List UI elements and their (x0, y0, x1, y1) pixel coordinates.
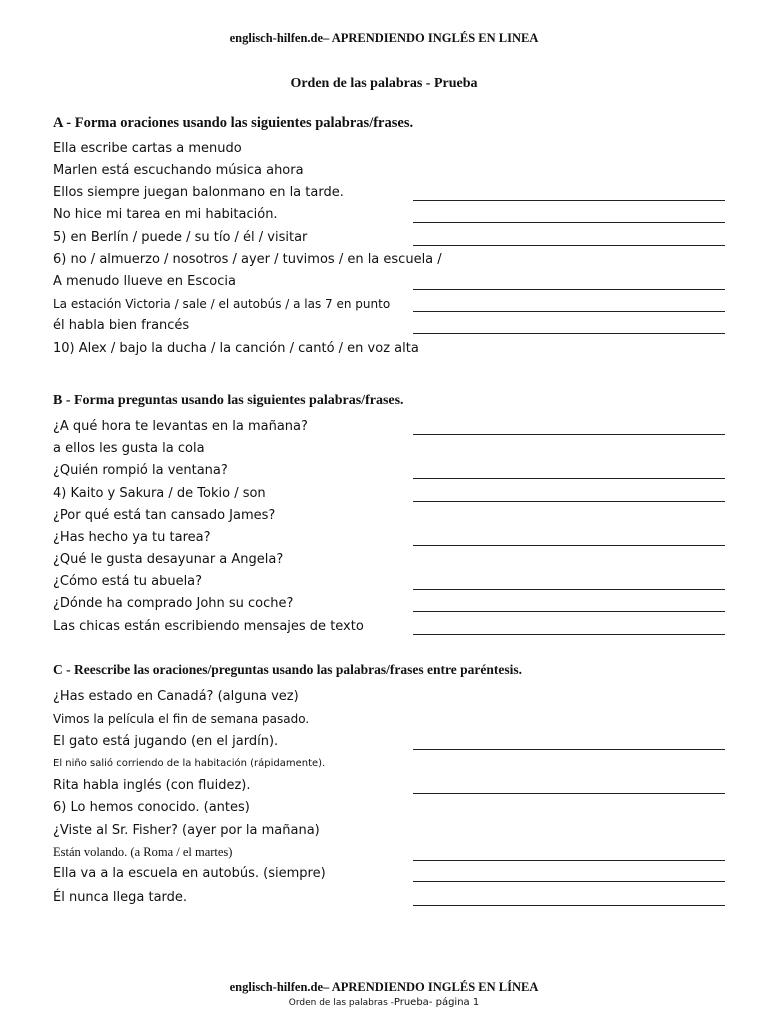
footer-doc-type: Prueba (393, 997, 429, 1008)
exercise-row (53, 751, 725, 771)
exercise-row (53, 549, 725, 569)
section-a-heading: A - Forma oraciones usando las siguientes palabras/frases. (53, 115, 414, 131)
exercise-prompt: 10) Alex / bajo la ducha / la canción / cantó / en voz alta (53, 341, 419, 356)
page-header: englisch-hilfen.de– APRENDIENDO INGLÉS EN LINEA (229, 31, 539, 45)
exercise-prompt: ¿Has estado en Canadá? (alguna vez) (53, 689, 299, 704)
exercise-row (53, 271, 725, 291)
answer-line[interactable] (413, 289, 725, 290)
exercise-row (53, 249, 725, 269)
exercise-prompt: 6) no / almuerzo / nosotros / ayer / tuvimos / en la escuela / (53, 252, 442, 267)
exercise-row (53, 842, 725, 862)
exercise-prompt: La estación Victoria / sale / el autobús / a las 7 en punto (53, 297, 391, 311)
answer-line[interactable] (413, 434, 725, 435)
exercise-prompt: Rita habla inglés (con fluidez). (53, 778, 251, 793)
exercise-row (53, 616, 725, 636)
answer-line[interactable] (413, 501, 725, 502)
exercise-row (53, 887, 725, 907)
exercise-prompt: 4) Kaito y Sakura / de Tokio / son (53, 486, 266, 501)
exercise-prompt: Ella va a la escuela en autobús. (siempre) (53, 866, 326, 881)
answer-line[interactable] (413, 905, 725, 906)
exercise-row (53, 227, 725, 247)
exercise-prompt: a ellos les gusta la cola (53, 441, 205, 456)
exercise-prompt: Él nunca llega tarde. (53, 890, 188, 905)
answer-line[interactable] (413, 545, 725, 546)
exercise-row (53, 160, 725, 180)
answer-line[interactable] (413, 634, 725, 635)
exercise-row (53, 708, 725, 728)
exercise-row (53, 775, 725, 795)
exercise-row (53, 416, 725, 436)
exercise-row (53, 483, 725, 503)
exercise-row (53, 138, 725, 158)
document-title: Orden de las palabras - Prueba (290, 76, 478, 91)
exercise-prompt: ¿Cómo está tu abuela? (53, 574, 203, 589)
exercise-row (53, 293, 725, 313)
exercise-prompt: ¿Qué le gusta desayunar a Angela? (53, 552, 284, 567)
answer-line[interactable] (413, 311, 725, 312)
exercise-prompt: ¿Quién rompió la ventana? (53, 463, 228, 478)
exercise-row (53, 338, 725, 358)
answer-line[interactable] (413, 200, 725, 201)
exercise-row (53, 315, 725, 335)
answer-line[interactable] (413, 222, 725, 223)
exercise-prompt: ¿Dónde ha comprado John su coche? (53, 596, 294, 611)
exercise-prompt: 5) en Berlín / puede / su tío / él / visitar (53, 230, 308, 245)
exercise-prompt: El niño salió corriendo de la habitación (rápidamente). (53, 758, 326, 769)
exercise-prompt: ¿A qué hora te levantas en la mañana? (53, 419, 308, 434)
answer-line[interactable] (413, 793, 725, 794)
exercise-row (53, 571, 725, 591)
exercise-prompt: ¿Has hecho ya tu tarea? (53, 530, 211, 545)
answer-line[interactable] (413, 245, 725, 246)
answer-line[interactable] (413, 881, 725, 882)
exercise-prompt: Marlen está escuchando música ahora (53, 163, 304, 178)
footer-page-info (0, 997, 768, 1008)
exercise-row (53, 731, 725, 751)
exercise-prompt: Ellos siempre juegan balonmano en la tarde. (53, 185, 344, 200)
exercise-row (53, 593, 725, 613)
section-c-heading: C - Reescribe las oraciones/preguntas usando las palabras/frases entre paréntesis. (53, 662, 522, 677)
exercise-row (53, 204, 725, 224)
answer-line[interactable] (413, 749, 725, 750)
exercise-prompt: Vimos la película el fin de semana pasado. (53, 712, 310, 726)
answer-line[interactable] (413, 333, 725, 334)
exercise-prompt: ¿Viste al Sr. Fisher? (ayer por la mañana) (53, 823, 320, 838)
exercise-prompt: El gato está jugando (en el jardín). (53, 734, 279, 749)
answer-line[interactable] (413, 611, 725, 612)
exercise-prompt: Están volando. (a Roma / el martes) (53, 845, 233, 859)
exercise-prompt: él habla bien francés (53, 318, 190, 333)
exercise-prompt: ¿Por qué está tan cansado James? (53, 508, 276, 523)
exercise-prompt: Ella escribe cartas a menudo (53, 141, 242, 156)
exercise-prompt: Las chicas están escribiendo mensajes de texto (53, 619, 364, 634)
exercise-row (53, 527, 725, 547)
answer-line[interactable] (413, 860, 725, 861)
page-footer: englisch-hilfen.de– APRENDIENDO INGLÉS EN LÍNEA (229, 980, 539, 994)
exercise-row (53, 182, 725, 202)
footer-page-number: - página 1 (428, 997, 480, 1008)
answer-line[interactable] (413, 589, 725, 590)
exercise-row (53, 797, 725, 817)
exercise-row (53, 686, 725, 706)
section-b-heading: B - Forma preguntas usando las siguientes palabras/frases. (53, 393, 404, 408)
answer-line[interactable] (413, 478, 725, 479)
exercise-prompt: A menudo llueve en Escocia (53, 274, 236, 289)
exercise-row (53, 820, 725, 840)
footer-doc-name: Orden de las palabras - (288, 998, 394, 1008)
exercise-prompt: No hice mi tarea en mi habitación. (53, 207, 278, 222)
exercise-row (53, 505, 725, 525)
exercise-row (53, 438, 725, 458)
exercise-prompt: 6) Lo hemos conocido. (antes) (53, 800, 250, 815)
exercise-row (53, 863, 725, 883)
exercise-row (53, 460, 725, 480)
